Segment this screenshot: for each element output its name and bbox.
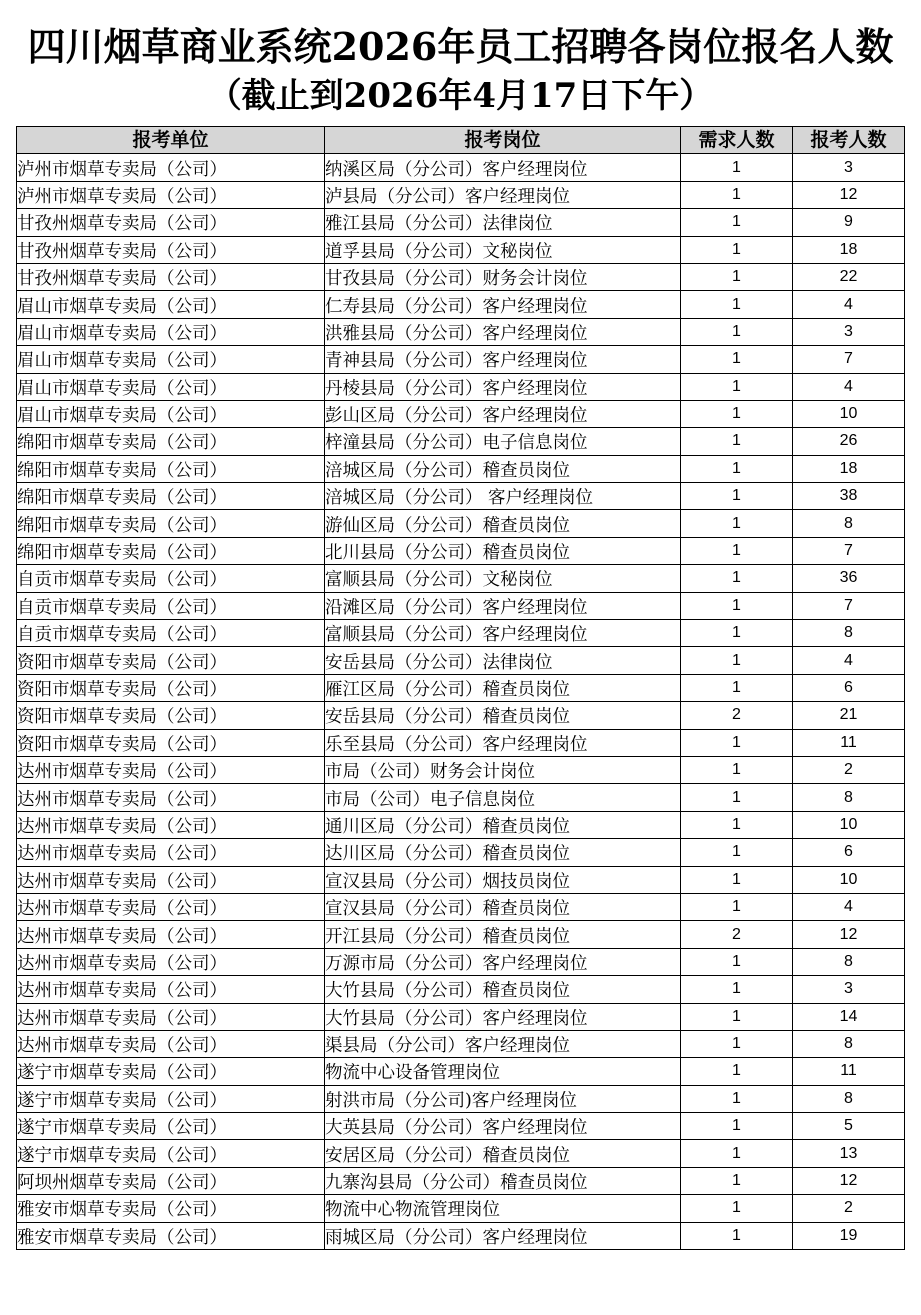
unit-cell [17, 948, 325, 975]
unit-cell [17, 346, 325, 373]
post-cell-text: 安居区局（分公司）稽查员岗位 [325, 1145, 570, 1166]
unit-cell-text: 眉山市烟草专卖局（公司） [17, 323, 227, 344]
post-cell-text: 物流中心物流管理岗位 [325, 1200, 500, 1221]
unit-cell [17, 565, 325, 592]
unit-cell-text: 达州市烟草专卖局（公司） [17, 953, 227, 974]
demand-cell: 1 [681, 181, 793, 208]
table-row [17, 702, 905, 729]
unit-cell [17, 839, 325, 866]
demand-cell: 1 [681, 674, 793, 701]
applicants-cell: 18 [793, 455, 905, 482]
applicants-cell: 10 [793, 866, 905, 893]
table-row [17, 674, 905, 701]
demand-cell: 1 [681, 154, 793, 181]
post-cell [325, 976, 681, 1003]
applicants-cell: 11 [793, 1058, 905, 1085]
header-applicants: 报考人数 [793, 127, 905, 154]
table-row [17, 839, 905, 866]
unit-cell [17, 236, 325, 263]
demand-cell: 1 [681, 592, 793, 619]
applicants-cell: 18 [793, 236, 905, 263]
applicants-cell: 8 [793, 948, 905, 975]
post-cell [325, 236, 681, 263]
post-cell [325, 263, 681, 290]
unit-cell-text: 遂宁市烟草专卖局（公司） [17, 1118, 227, 1139]
post-cell-text: 市局（公司）电子信息岗位 [325, 789, 535, 810]
demand-cell: 1 [681, 346, 793, 373]
unit-cell-text: 甘孜州烟草专卖局（公司） [17, 269, 227, 290]
unit-cell-text: 遂宁市烟草专卖局（公司） [17, 1090, 227, 1111]
table-row [17, 209, 905, 236]
unit-cell [17, 702, 325, 729]
unit-cell [17, 592, 325, 619]
demand-cell: 1 [681, 428, 793, 455]
post-cell [325, 1140, 681, 1167]
unit-cell-text: 眉山市烟草专卖局（公司） [17, 406, 227, 427]
unit-cell-text: 绵阳市烟草专卖局（公司） [17, 515, 227, 536]
post-cell-text: 万源市局（分公司）客户经理岗位 [325, 953, 588, 974]
post-cell-text: 九寨沟县局（分公司）稽查员岗位 [325, 1173, 588, 1194]
post-cell-text: 市局（公司）财务会计岗位 [325, 762, 535, 783]
post-cell-text: 甘孜县局（分公司）财务会计岗位 [325, 269, 588, 290]
header-demand: 需求人数 [681, 127, 793, 154]
table-row [17, 921, 905, 948]
post-cell-text: 北川县局（分公司）稽查员岗位 [325, 543, 570, 564]
demand-cell: 1 [681, 373, 793, 400]
post-cell-text: 富顺县局（分公司）文秘岗位 [325, 570, 553, 591]
table-row [17, 154, 905, 181]
demand-cell: 1 [681, 1222, 793, 1249]
unit-cell [17, 428, 325, 455]
unit-cell [17, 756, 325, 783]
unit-cell [17, 1113, 325, 1140]
post-cell [325, 893, 681, 920]
demand-cell: 1 [681, 537, 793, 564]
unit-cell-text: 资阳市烟草专卖局（公司） [17, 707, 227, 728]
applicants-cell: 9 [793, 209, 905, 236]
post-cell-text: 沿滩区局（分公司）客户经理岗位 [325, 597, 588, 618]
table-row [17, 236, 905, 263]
table-row [17, 784, 905, 811]
post-cell-text: 仁寿县局（分公司）客户经理岗位 [325, 296, 588, 317]
table-row [17, 455, 905, 482]
applicants-cell: 4 [793, 291, 905, 318]
applicants-cell: 8 [793, 1030, 905, 1057]
document-subtitle: （截止到2026年4月17日下午） [207, 76, 714, 116]
applicants-cell: 4 [793, 373, 905, 400]
demand-cell: 1 [681, 1113, 793, 1140]
demand-cell: 1 [681, 1140, 793, 1167]
unit-cell-text: 达州市烟草专卖局（公司） [17, 816, 227, 837]
unit-cell-text: 达州市烟草专卖局（公司） [17, 789, 227, 810]
unit-cell [17, 921, 325, 948]
unit-cell [17, 537, 325, 564]
demand-cell: 1 [681, 1085, 793, 1112]
demand-cell: 1 [681, 811, 793, 838]
post-cell-text: 物流中心设备管理岗位 [325, 1063, 500, 1084]
unit-cell-text: 资阳市烟草专卖局（公司） [17, 680, 227, 700]
unit-cell [17, 154, 325, 181]
applicants-cell: 7 [793, 346, 905, 373]
table-row [17, 811, 905, 838]
header-post: 报考岗位 [325, 127, 681, 154]
table-row [17, 592, 905, 619]
applicants-cell: 8 [793, 784, 905, 811]
unit-cell-text: 资阳市烟草专卖局（公司） [17, 652, 227, 673]
demand-cell: 1 [681, 565, 793, 592]
unit-cell-text: 达州市烟草专卖局（公司） [17, 1008, 227, 1029]
unit-cell-text: 达州市烟草专卖局（公司） [17, 899, 227, 920]
table-row [17, 373, 905, 400]
post-cell-text: 宣汉县局（分公司）烟技员岗位 [325, 871, 570, 892]
unit-cell [17, 647, 325, 674]
post-cell [325, 1003, 681, 1030]
unit-cell [17, 729, 325, 756]
unit-cell [17, 620, 325, 647]
post-cell-text: 大竹县局（分公司）稽查员岗位 [325, 981, 570, 1002]
table-row [17, 1140, 905, 1167]
table-row [17, 893, 905, 920]
unit-cell-text: 眉山市烟草专卖局（公司） [17, 351, 227, 372]
unit-cell-text: 泸州市烟草专卖局（公司） [17, 186, 227, 207]
demand-cell: 1 [681, 1195, 793, 1222]
table-row [17, 400, 905, 427]
post-cell [325, 209, 681, 236]
post-cell [325, 756, 681, 783]
applicants-cell: 8 [793, 510, 905, 537]
demand-cell: 1 [681, 1167, 793, 1194]
applicants-cell: 22 [793, 263, 905, 290]
table-header-row [17, 127, 905, 154]
document-title: 四川烟草商业系统2026年员工招聘各岗位报名人数 [27, 24, 894, 69]
unit-cell-text: 眉山市烟草专卖局（公司） [17, 378, 227, 399]
post-cell [325, 729, 681, 756]
unit-cell-text: 遂宁市烟草专卖局（公司） [17, 1063, 227, 1084]
post-cell-text: 宣汉县局（分公司）稽查员岗位 [325, 899, 570, 920]
demand-cell: 1 [681, 318, 793, 345]
post-cell [325, 291, 681, 318]
post-cell-text: 雁江区局（分公司）稽查员岗位 [325, 680, 570, 700]
table-row [17, 1085, 905, 1112]
unit-cell [17, 483, 325, 510]
unit-cell-text: 达州市烟草专卖局（公司） [17, 871, 227, 892]
table-row [17, 263, 905, 290]
post-cell-text: 开江县局（分公司）稽查员岗位 [325, 926, 570, 947]
applicants-cell: 7 [793, 537, 905, 564]
applicants-cell: 12 [793, 921, 905, 948]
unit-cell [17, 263, 325, 290]
post-cell-text: 通川区局（分公司）稽查员岗位 [325, 816, 570, 837]
post-cell [325, 400, 681, 427]
demand-cell: 1 [681, 400, 793, 427]
unit-cell-text: 阿坝州烟草专卖局（公司） [17, 1173, 227, 1194]
post-cell [325, 346, 681, 373]
unit-cell-text: 雅安市烟草专卖局（公司） [17, 1227, 227, 1248]
unit-cell [17, 1222, 325, 1249]
applicants-cell: 2 [793, 756, 905, 783]
post-cell [325, 1113, 681, 1140]
unit-cell-text: 自贡市烟草专卖局（公司） [17, 570, 227, 591]
unit-cell-text: 眉山市烟草专卖局（公司） [17, 296, 227, 317]
post-cell-text: 泸县局（分公司）客户经理岗位 [325, 186, 570, 207]
post-cell [325, 811, 681, 838]
post-cell [325, 948, 681, 975]
applicants-cell: 8 [793, 1085, 905, 1112]
table-row [17, 1030, 905, 1057]
demand-cell: 1 [681, 866, 793, 893]
table-row [17, 1222, 905, 1249]
demand-cell: 1 [681, 1030, 793, 1057]
demand-cell: 1 [681, 455, 793, 482]
applicants-cell: 14 [793, 1003, 905, 1030]
post-cell [325, 1085, 681, 1112]
unit-cell [17, 1195, 325, 1222]
table-row [17, 1167, 905, 1194]
applicants-table [16, 126, 905, 1250]
unit-cell-text: 达州市烟草专卖局（公司） [17, 762, 227, 783]
table-row [17, 483, 905, 510]
unit-cell [17, 373, 325, 400]
table-row [17, 537, 905, 564]
unit-cell-text: 绵阳市烟草专卖局（公司） [17, 543, 227, 564]
applicants-cell: 3 [793, 154, 905, 181]
post-cell-text: 青神县局（分公司）客户经理岗位 [325, 351, 588, 372]
demand-cell: 1 [681, 729, 793, 756]
applicants-cell: 10 [793, 400, 905, 427]
demand-cell: 1 [681, 1003, 793, 1030]
applicants-cell: 7 [793, 592, 905, 619]
demand-cell: 1 [681, 839, 793, 866]
post-cell-text: 道孚县局（分公司）文秘岗位 [325, 241, 553, 262]
unit-cell [17, 1003, 325, 1030]
post-cell [325, 318, 681, 345]
table-row [17, 729, 905, 756]
demand-cell: 1 [681, 756, 793, 783]
demand-cell: 1 [681, 291, 793, 318]
applicants-cell: 3 [793, 976, 905, 1003]
unit-cell [17, 209, 325, 236]
post-cell-text: 梓潼县局（分公司）电子信息岗位 [325, 433, 588, 454]
post-cell-text: 涪城区局（分公司） 客户经理岗位 [325, 488, 594, 509]
applicants-cell: 12 [793, 1167, 905, 1194]
post-cell [325, 373, 681, 400]
demand-cell: 1 [681, 263, 793, 290]
post-cell-text: 彭山区局（分公司）客户经理岗位 [325, 406, 588, 427]
post-cell-text: 安岳县局（分公司）法律岗位 [325, 652, 553, 673]
demand-cell: 1 [681, 620, 793, 647]
post-cell [325, 1030, 681, 1057]
applicants-cell: 21 [793, 702, 905, 729]
unit-cell [17, 455, 325, 482]
demand-cell: 1 [681, 483, 793, 510]
post-cell-text: 射洪市局（分公司)客户经理岗位 [325, 1090, 577, 1111]
table-row [17, 647, 905, 674]
post-cell [325, 537, 681, 564]
post-cell [325, 620, 681, 647]
unit-cell [17, 811, 325, 838]
post-cell [325, 483, 681, 510]
post-cell [325, 784, 681, 811]
applicants-cell: 11 [793, 729, 905, 756]
post-cell [325, 455, 681, 482]
table-row [17, 565, 905, 592]
demand-cell: 1 [681, 893, 793, 920]
unit-cell [17, 1030, 325, 1057]
unit-cell-text: 遂宁市烟草专卖局（公司） [17, 1145, 227, 1166]
post-cell [325, 1167, 681, 1194]
unit-cell [17, 318, 325, 345]
post-cell-text: 乐至县局（分公司）客户经理岗位 [325, 734, 588, 755]
demand-cell: 2 [681, 702, 793, 729]
post-cell [325, 1222, 681, 1249]
unit-cell-text: 甘孜州烟草专卖局（公司） [17, 214, 227, 235]
post-cell [325, 921, 681, 948]
applicants-cell: 8 [793, 620, 905, 647]
demand-cell: 1 [681, 236, 793, 263]
table-row [17, 976, 905, 1003]
demand-cell: 1 [681, 948, 793, 975]
unit-cell-text: 泸州市烟草专卖局（公司） [17, 159, 227, 180]
unit-cell [17, 674, 325, 701]
unit-cell [17, 976, 325, 1003]
post-cell [325, 181, 681, 208]
post-cell-text: 丹棱县局（分公司）客户经理岗位 [325, 378, 588, 399]
unit-cell [17, 1167, 325, 1194]
applicants-cell: 3 [793, 318, 905, 345]
unit-cell [17, 893, 325, 920]
post-cell-text: 渠县局（分公司）客户经理岗位 [325, 1036, 570, 1057]
unit-cell-text: 达州市烟草专卖局（公司） [17, 926, 227, 947]
unit-cell-text: 自贡市烟草专卖局（公司） [17, 597, 227, 618]
demand-cell: 1 [681, 510, 793, 537]
post-cell-text: 安岳县局（分公司）稽查员岗位 [325, 707, 570, 728]
applicants-cell: 4 [793, 893, 905, 920]
post-cell [325, 674, 681, 701]
post-cell-text: 洪雅县局（分公司）客户经理岗位 [325, 323, 588, 344]
demand-cell: 1 [681, 209, 793, 236]
applicants-cell: 2 [793, 1195, 905, 1222]
applicants-cell: 4 [793, 647, 905, 674]
unit-cell [17, 181, 325, 208]
post-cell [325, 592, 681, 619]
table-row [17, 1003, 905, 1030]
table-row [17, 1113, 905, 1140]
unit-cell-text: 达州市烟草专卖局（公司） [17, 844, 227, 865]
table-row [17, 1195, 905, 1222]
applicants-cell: 38 [793, 483, 905, 510]
table-row [17, 948, 905, 975]
applicants-cell: 36 [793, 565, 905, 592]
table-row [17, 318, 905, 345]
post-cell [325, 565, 681, 592]
table-row [17, 181, 905, 208]
post-cell [325, 154, 681, 181]
post-cell-text: 涪城区局（分公司）稽查员岗位 [325, 460, 570, 481]
applicants-cell: 13 [793, 1140, 905, 1167]
post-cell [325, 428, 681, 455]
unit-cell-text: 资阳市烟草专卖局（公司） [17, 734, 227, 755]
table-row [17, 346, 905, 373]
demand-cell: 1 [681, 1058, 793, 1085]
unit-cell-text: 雅安市烟草专卖局（公司） [17, 1200, 227, 1221]
unit-cell-text: 绵阳市烟草专卖局（公司） [17, 488, 227, 509]
unit-cell [17, 1085, 325, 1112]
applicants-cell: 5 [793, 1113, 905, 1140]
unit-cell [17, 400, 325, 427]
table-row [17, 428, 905, 455]
post-cell [325, 1195, 681, 1222]
applicants-cell: 10 [793, 811, 905, 838]
applicants-cell: 19 [793, 1222, 905, 1249]
unit-cell-text: 绵阳市烟草专卖局（公司） [17, 460, 227, 481]
demand-cell: 1 [681, 784, 793, 811]
post-cell-text: 大竹县局（分公司）客户经理岗位 [325, 1008, 588, 1029]
table-row [17, 866, 905, 893]
post-cell [325, 702, 681, 729]
unit-cell-text: 甘孜州烟草专卖局（公司） [17, 241, 227, 262]
table-row [17, 1058, 905, 1085]
post-cell [325, 510, 681, 537]
table-row [17, 620, 905, 647]
post-cell-text: 雨城区局（分公司）客户经理岗位 [325, 1227, 588, 1248]
post-cell [325, 1058, 681, 1085]
table-body [17, 154, 905, 1250]
post-cell-text: 大英县局（分公司）客户经理岗位 [325, 1118, 588, 1139]
post-cell-text: 雅江县局（分公司）法律岗位 [325, 214, 553, 235]
table-row [17, 291, 905, 318]
post-cell [325, 647, 681, 674]
post-cell [325, 839, 681, 866]
unit-cell-text: 自贡市烟草专卖局（公司） [17, 625, 227, 646]
unit-cell-text: 达州市烟草专卖局（公司） [17, 1036, 227, 1057]
demand-cell: 1 [681, 976, 793, 1003]
post-cell [325, 866, 681, 893]
demand-cell: 1 [681, 647, 793, 674]
demand-cell: 2 [681, 921, 793, 948]
unit-cell-text: 绵阳市烟草专卖局（公司） [17, 433, 227, 454]
post-cell-text: 纳溪区局（分公司）客户经理岗位 [325, 159, 588, 180]
unit-cell [17, 1140, 325, 1167]
table-row [17, 756, 905, 783]
unit-cell [17, 510, 325, 537]
applicants-cell: 6 [793, 674, 905, 701]
applicants-cell: 6 [793, 839, 905, 866]
unit-cell [17, 291, 325, 318]
table-row [17, 510, 905, 537]
post-cell-text: 游仙区局（分公司）稽查员岗位 [325, 515, 570, 536]
applicants-cell: 12 [793, 181, 905, 208]
unit-cell [17, 1058, 325, 1085]
applicants-cell: 26 [793, 428, 905, 455]
post-cell-text: 富顺县局（分公司）客户经理岗位 [325, 625, 588, 646]
header-unit: 报考单位 [17, 127, 325, 154]
unit-cell [17, 866, 325, 893]
post-cell-text: 达川区局（分公司）稽查员岗位 [325, 844, 570, 865]
unit-cell-text: 达州市烟草专卖局（公司） [17, 981, 227, 1002]
unit-cell [17, 784, 325, 811]
